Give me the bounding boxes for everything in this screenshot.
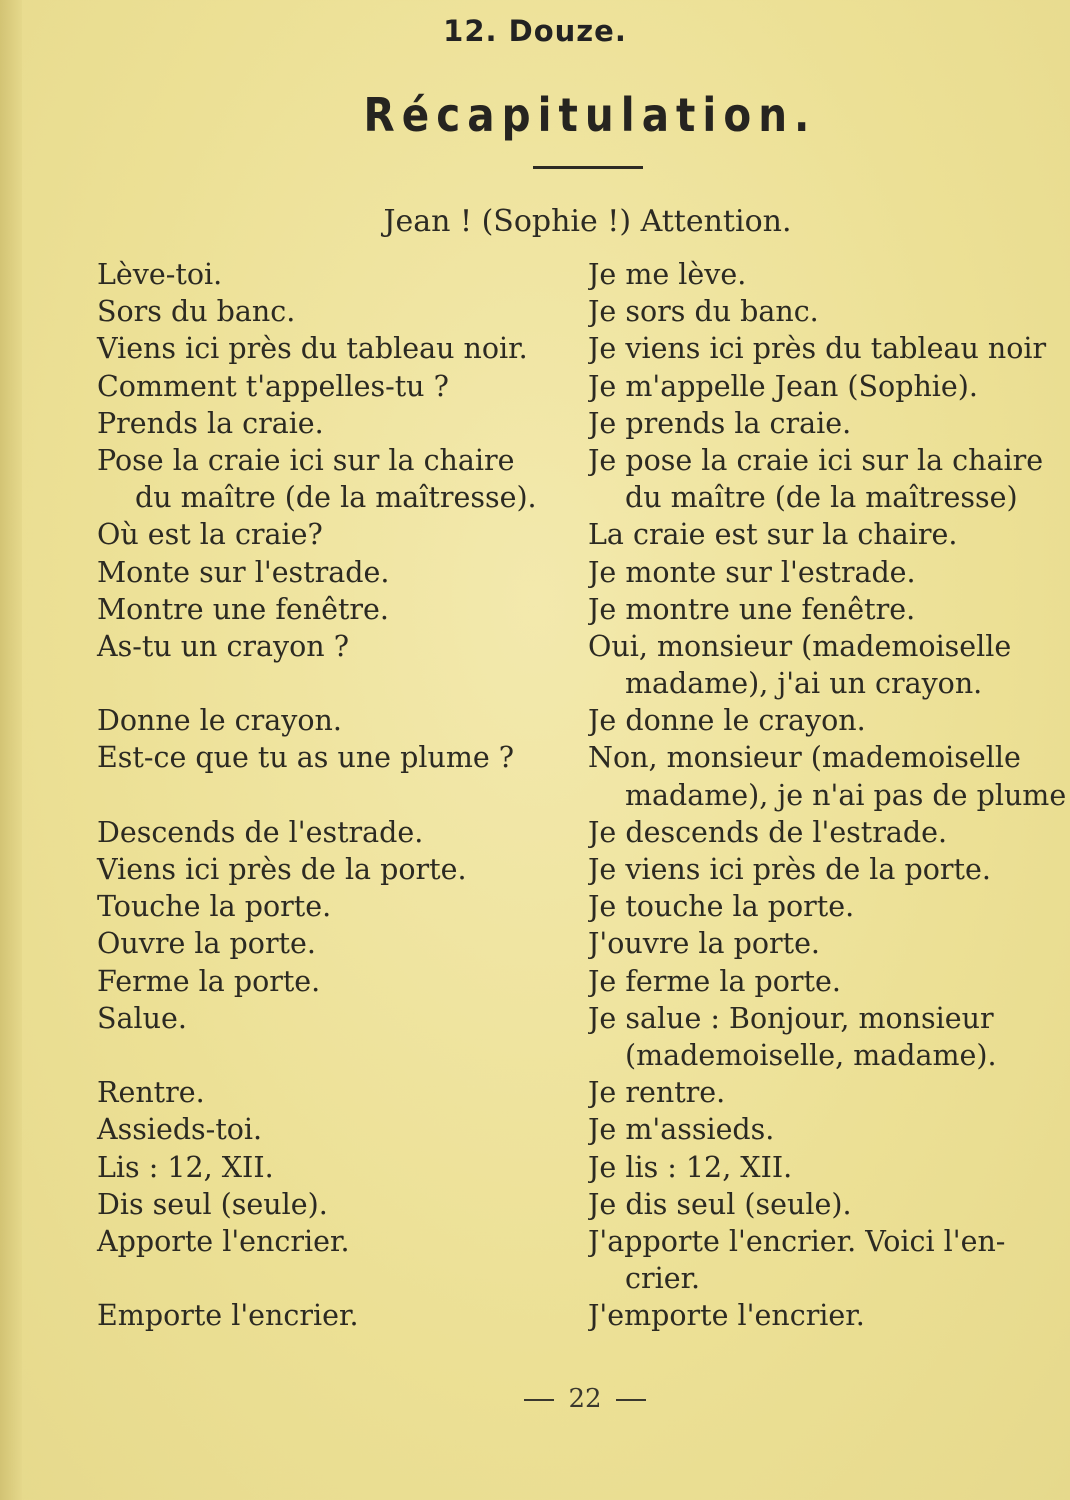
command-line: Est-ce que tu as une plume ?: [97, 741, 515, 775]
response-line: Je viens ici près de la porte.: [588, 853, 991, 886]
response-line: Oui, monsieur (mademoiselle: [588, 629, 1012, 663]
command-line: Dis seul (seule).: [97, 1187, 328, 1221]
command-line: [97, 1260, 577, 1297]
response-line: madame), je n'ai pas de plume: [625, 778, 1067, 812]
address-line: Jean ! (Sophie !) Attention.: [383, 204, 792, 239]
response-line: Je touche la porte.: [588, 890, 855, 924]
response-line: Je lis : 12, XII.: [588, 1150, 793, 1184]
command-line: Donne le crayon.: [97, 704, 342, 738]
command-line: Apporte l'encrier.: [97, 1224, 350, 1258]
command-line: Où est la craie?: [97, 518, 323, 552]
response-line: Je ferme la porte.: [588, 964, 841, 998]
command-line: du maître (de la maîtresse).: [135, 481, 537, 515]
response-line: Je viens ici près du tableau noir: [588, 332, 1047, 366]
response-line: Je dis seul (seule).: [588, 1187, 852, 1221]
response-line: Je me lève.: [588, 258, 747, 291]
command-line: Viens ici près de la porte.: [97, 853, 467, 886]
response-line: Je montre une fenêtre.: [588, 592, 916, 626]
command-line: Descends de l'estrade.: [97, 815, 424, 849]
command-line: Sors du banc.: [97, 295, 296, 329]
command-line: Monte sur l'estrade.: [97, 555, 390, 589]
command-line: Touche la porte.: [97, 890, 332, 924]
page-title: Récapitulation.: [363, 88, 817, 142]
command-line: [97, 777, 577, 814]
response-line: Je sors du banc.: [588, 295, 819, 329]
command-line: Assieds-toi.: [97, 1113, 263, 1147]
response-line: Je pose la craie ici sur la chaire: [588, 443, 1044, 477]
command-line: Emporte l'encrier.: [97, 1299, 359, 1333]
footer-dash-left: [524, 1399, 554, 1401]
responses-column: [588, 256, 1070, 1334]
command-line: Pose la craie ici sur la chaire: [97, 443, 515, 477]
commands-column: [97, 256, 577, 1334]
response-line: Je m'appelle Jean (Sophie).: [588, 369, 978, 403]
response-line: Je descends de l'estrade.: [588, 815, 948, 849]
response-line: Je rentre.: [588, 1076, 726, 1110]
command-line: Ferme la porte.: [97, 964, 321, 998]
response-line: Je monte sur l'estrade.: [588, 555, 916, 589]
response-line: La craie est sur la chaire.: [588, 518, 958, 552]
chapter-heading: 12. Douze.: [443, 14, 627, 48]
command-line: Lis : 12, XII.: [97, 1150, 274, 1184]
command-line: [97, 665, 577, 702]
footer-dash-right: [616, 1399, 646, 1401]
response-line: J'apporte l'encrier. Voici l'en-: [588, 1224, 1006, 1258]
command-line: Viens ici près du tableau noir.: [97, 332, 528, 366]
page-footer: [0, 1384, 1070, 1414]
command-line: Lève-toi.: [97, 258, 223, 291]
command-line: Comment t'appelles-tu ?: [97, 369, 449, 403]
command-line: Prends la craie.: [97, 406, 324, 440]
command-line: [97, 1037, 577, 1074]
response-line: Je salue : Bonjour, monsieur: [588, 1001, 994, 1035]
response-line: J'emporte l'encrier.: [588, 1299, 865, 1333]
response-line: Je m'assieds.: [588, 1113, 775, 1147]
command-line: Montre une fenêtre.: [97, 592, 389, 626]
response-line: Non, monsieur (mademoiselle: [588, 741, 1021, 775]
response-line: madame), j'ai un crayon.: [625, 667, 983, 701]
command-line: Rentre.: [97, 1076, 205, 1110]
command-line: Ouvre la porte.: [97, 927, 316, 961]
response-line: Je donne le crayon.: [588, 704, 866, 738]
response-line: J'ouvre la porte.: [588, 927, 820, 961]
command-line: As-tu un crayon ?: [97, 629, 350, 663]
response-line: crier.: [625, 1262, 701, 1296]
title-underline: [533, 166, 643, 169]
page-number: 22: [568, 1384, 602, 1414]
command-line: Salue.: [97, 1001, 187, 1035]
response-line: du maître (de la maîtresse): [625, 481, 1018, 515]
response-line: (mademoiselle, madame).: [625, 1038, 997, 1072]
response-line: Je prends la craie.: [588, 406, 852, 440]
